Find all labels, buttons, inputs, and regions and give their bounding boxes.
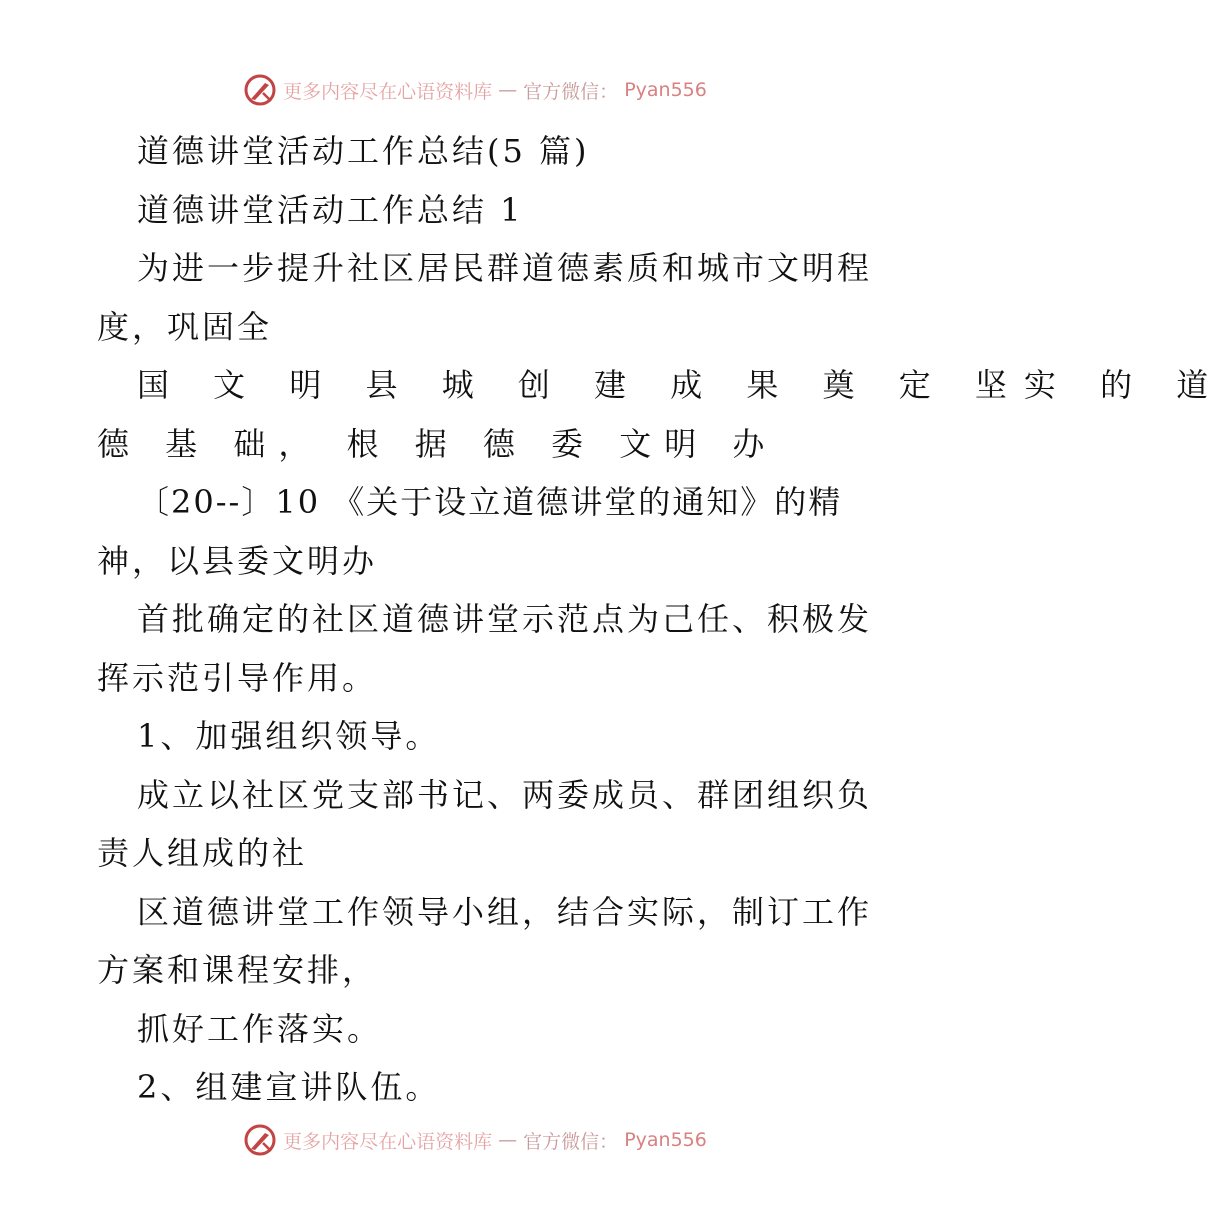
watermark-separator: — [498, 1129, 518, 1151]
paragraph-line: 抓好工作落实。 [137, 1009, 383, 1048]
document-title: 道德讲堂活动工作总结(5 篇) [137, 132, 590, 170]
paragraph-line: 区道德讲堂工作领导小组，结合实际，制订工作 [137, 892, 873, 931]
paragraph-line: 首批确定的社区道德讲堂示范点为己任、积极发 [137, 600, 873, 638]
paragraph-line: 度，巩固全 [97, 307, 273, 346]
list-heading: 1、加强组织领导。 [137, 717, 441, 755]
paragraph-line: 挥示范引导作用。 [97, 658, 378, 697]
watermark-banner-bottom [0, 1120, 950, 1160]
watermark-official-label: 官方微信： [523, 80, 619, 103]
quill-logo-icon [243, 1123, 277, 1157]
paragraph-line: 国 文 明 县 城 创 建 成 果 奠 定 坚实 的 道 [137, 366, 1225, 404]
paragraph-line: 责人组成的社 [97, 834, 308, 872]
list-heading: 2、组建宣讲队伍。 [137, 1068, 441, 1106]
paragraph-line: 〔20--〕10 《关于设立道德讲堂的通知》的精 [137, 483, 843, 521]
paragraph-line: 神，以县委文明办 [97, 541, 378, 580]
quill-logo-icon [243, 73, 277, 107]
section-heading: 道德讲堂活动工作总结 1 [137, 190, 524, 229]
paragraph-line: 为进一步提升社区居民群道德素质和城市文明程 [137, 249, 873, 287]
paragraph-line: 成立以社区党支部书记、两委成员、群团组织负 [137, 775, 873, 814]
document-body [97, 122, 1225, 1117]
watermark-text: 更多内容尽在心语资料库 [283, 80, 493, 103]
watermark-wechat-id: Pyan556 [624, 1129, 707, 1151]
watermark-wechat-id: Pyan556 [624, 79, 707, 101]
paragraph-line: 方案和课程安排， [97, 951, 378, 989]
watermark-text: 更多内容尽在心语资料库 [283, 1130, 493, 1153]
paragraph-line: 德 基 础， 根 据 德 委 文明 办 [97, 424, 778, 463]
watermark-banner-top [0, 70, 950, 110]
watermark-separator: — [498, 79, 518, 101]
watermark-official-label: 官方微信： [523, 1130, 619, 1153]
